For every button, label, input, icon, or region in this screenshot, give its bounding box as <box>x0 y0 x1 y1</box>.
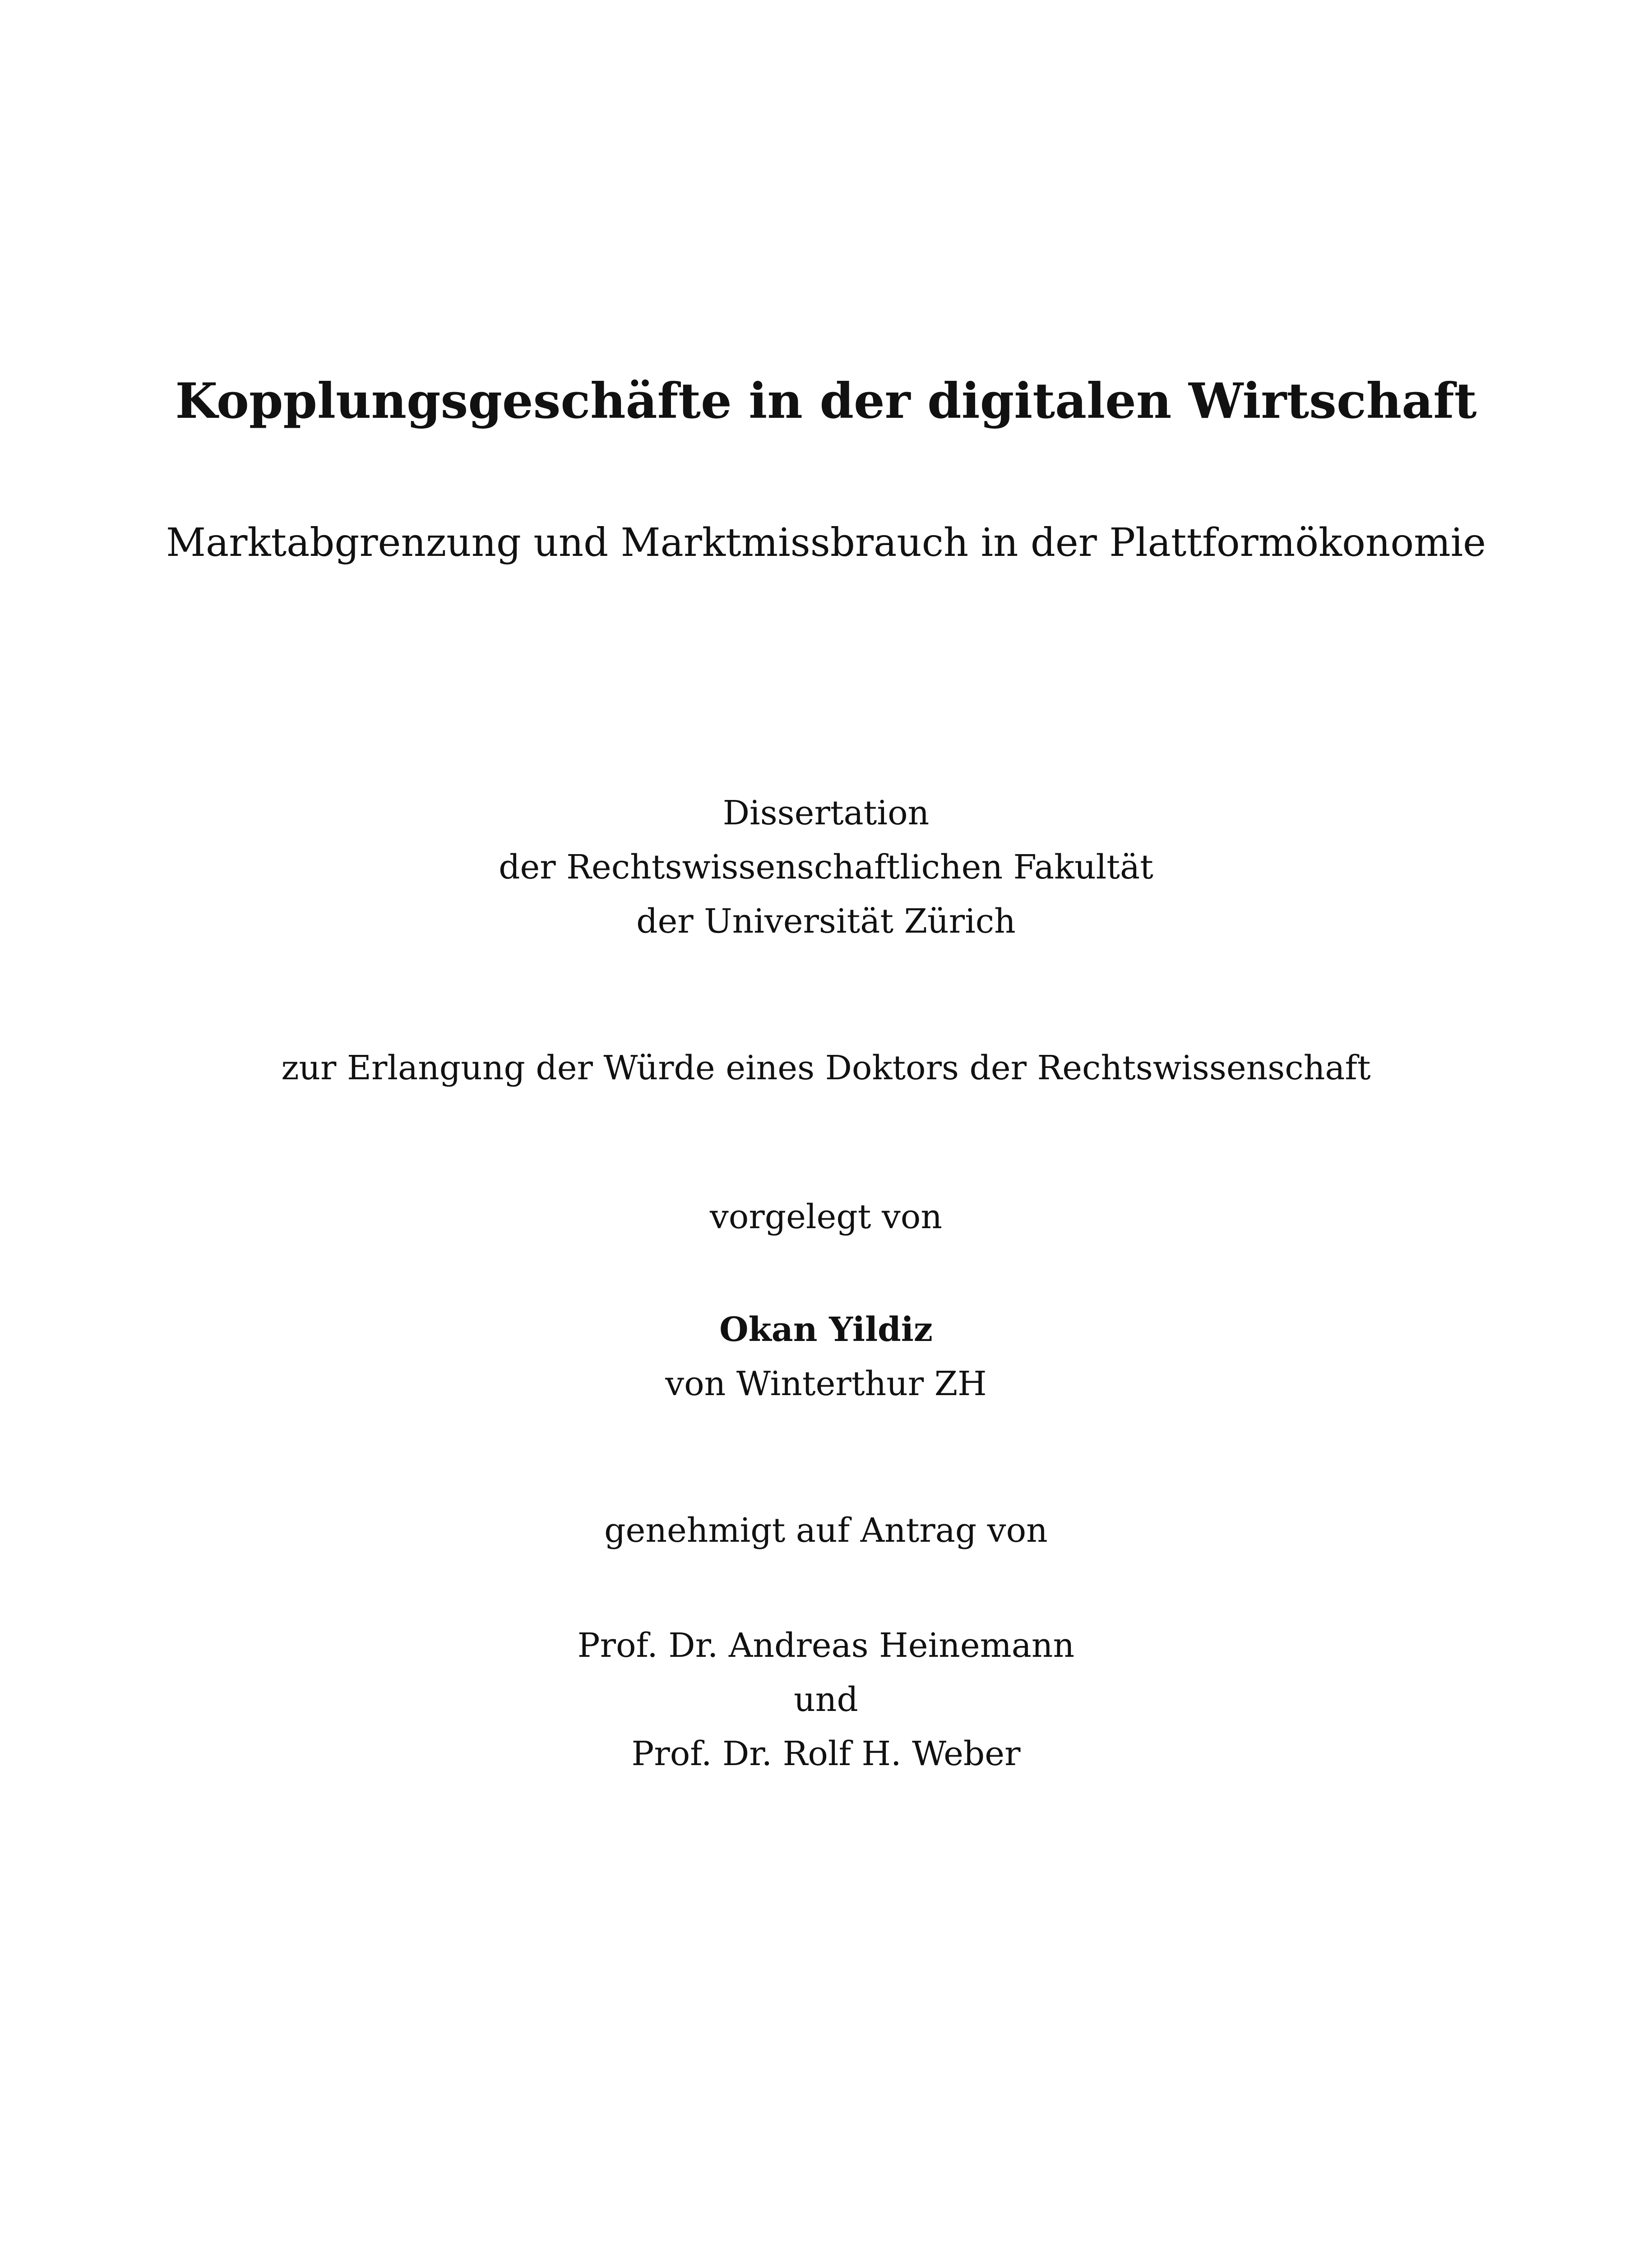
author-name: Okan Yildiz <box>719 1310 933 1349</box>
supervisor-1: Prof. Dr. Andreas Heinemann <box>577 1626 1075 1665</box>
presented-by-label: vorgelegt von <box>709 1197 942 1236</box>
document-type: Dissertation <box>722 794 930 832</box>
dissertation-title: Kopplungsgeschäfte in der digitalen Wirtschaft <box>175 373 1477 430</box>
dissertation-subtitle: Marktabgrenzung und Marktmissbrauch in der Plattformökonomie <box>166 520 1486 565</box>
approved-label: genehmigt auf Antrag von <box>604 1511 1048 1550</box>
faculty-name: der Rechtswissenschaftlichen Fakultät <box>499 848 1153 887</box>
university-name: der Universität Zürich <box>636 902 1016 941</box>
supervisor-conjunction: und <box>794 1680 858 1719</box>
supervisor-2: Prof. Dr. Rolf H. Weber <box>631 1734 1021 1773</box>
degree-purpose: zur Erlangung der Würde eines Doktors der Rechtswissenschaft <box>281 1049 1371 1087</box>
author-origin: von Winterthur ZH <box>665 1364 987 1403</box>
